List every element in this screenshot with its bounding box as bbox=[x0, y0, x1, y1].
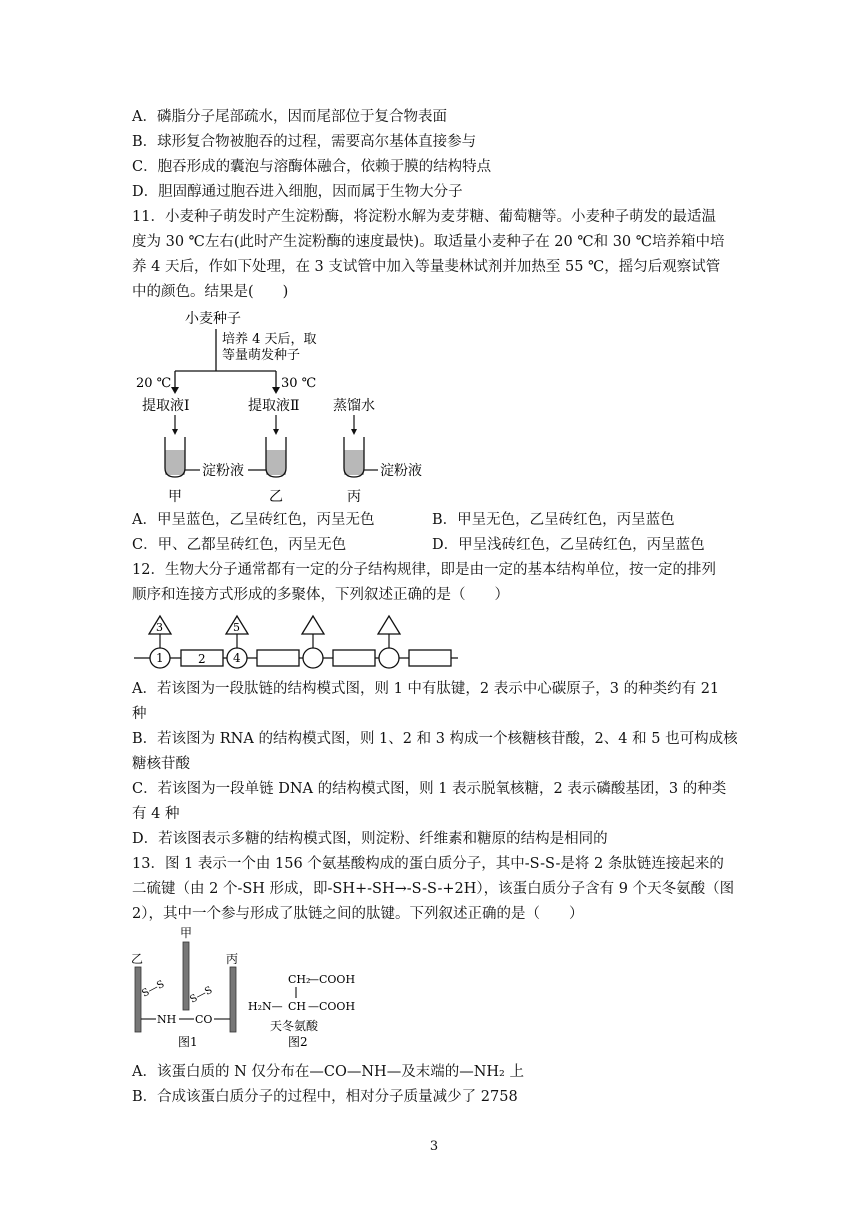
fig2-caption: 图2 bbox=[288, 1035, 308, 1049]
triangle-unit bbox=[378, 616, 400, 634]
q13-option-b: B．合成该蛋白质分子的过程中，相对分子质量减少了 2758 bbox=[132, 1089, 518, 1105]
q12-option-c: C．若该图为一段单链 DNA 的结构模式图，则 1 表示脱氧核糖，2 表示磷酸基团，3 的种类 bbox=[132, 781, 727, 797]
q11-stem-line: 度为 30 ℃左右(此时产生淀粉酶的速度最快)。取适量小麦种子在 20 ℃和 30 ℃培养箱中培 bbox=[132, 234, 725, 250]
rect-unit bbox=[409, 650, 451, 666]
water-label: 蒸馏水 bbox=[333, 398, 375, 414]
step-label-1: 培养 4 天后，取 bbox=[222, 332, 317, 347]
label-1: 1 bbox=[156, 651, 164, 665]
q11-option-c: C．甲、乙都呈砖红色，丙呈无色 bbox=[132, 537, 347, 553]
temp-20: 20 ℃ bbox=[136, 376, 172, 391]
circle-unit bbox=[379, 648, 399, 668]
tube-3-liquid bbox=[344, 450, 364, 475]
disulfide-bond-1: S—S bbox=[140, 978, 167, 1000]
label-4: 4 bbox=[233, 651, 241, 665]
q12-polymer-figure bbox=[130, 612, 470, 674]
q13-stem-line: 13．图 1 表示一个由 156 个氨基酸构成的蛋白质分子，其中-S-S-是将 2 条肽链连接起来的 bbox=[132, 856, 724, 872]
nh-label: NH bbox=[157, 1013, 177, 1026]
tube-1-label: 甲 bbox=[168, 489, 182, 505]
chain-jia-label: 甲 bbox=[180, 926, 193, 940]
aspartic-acid-name: 天冬氨酸 bbox=[270, 1019, 319, 1033]
q12-option-a: A．若该图为一段肽链的结构模式图，则 1 中有肽键，2 表示中心碳原子，3 的种类约有 21 bbox=[132, 681, 720, 697]
label-2: 2 bbox=[198, 652, 206, 666]
q10-option-c: C．胞吞形成的囊泡与溶酶体融合，依赖于膜的结构特点 bbox=[132, 159, 492, 175]
chain-yi-label: 乙 bbox=[131, 952, 144, 966]
q11-option-d: D．甲呈浅砖红色，乙呈砖红色，丙呈蓝色 bbox=[432, 537, 705, 553]
triangle-unit bbox=[302, 616, 324, 634]
q11-stem-line: 养 4 天后，作如下处理，在 3 支试管中加入等量斐林试剂并加热至 55 ℃，摇匀后观察试管 bbox=[132, 259, 721, 275]
q12-stem-line: 顺序和连接方式形成的多聚体，下列叙述正确的是（ ） bbox=[132, 587, 509, 603]
ch2-label: CH₂ bbox=[288, 973, 311, 986]
tube-2-label: 乙 bbox=[269, 489, 283, 505]
q13-stem-line: 二硫键（由 2 个-SH 形成，即-SH+-SH→-S-S-+2H），该蛋白质分子含有 9 个天冬氨酸（图 bbox=[132, 881, 735, 897]
fig1-caption: 图1 bbox=[178, 1035, 198, 1049]
q11-option-a: A．甲呈蓝色，乙呈砖红色，丙呈无色 bbox=[132, 512, 375, 528]
q12-option-a-cont: 种 bbox=[132, 706, 147, 722]
arrow-right-icon bbox=[272, 387, 280, 394]
temp-30: 30 ℃ bbox=[281, 376, 317, 391]
disulfide-bond-2: S—S bbox=[188, 984, 215, 1006]
h2n-label: H₂N— bbox=[248, 1000, 283, 1013]
cooh-2: —COOH bbox=[308, 1000, 356, 1013]
q13-option-a: A．该蛋白质的 N 仅分布在—CO—NH—及末端的—NH₂ 上 bbox=[132, 1064, 524, 1080]
q11-experiment-figure bbox=[130, 305, 450, 510]
ch-label: CH bbox=[288, 1000, 307, 1013]
q12-option-b-cont: 糖核苷酸 bbox=[132, 756, 190, 772]
label-3: 3 bbox=[156, 621, 163, 634]
rect-unit bbox=[257, 650, 299, 666]
circle-unit bbox=[303, 648, 323, 668]
q11-stem-line: 中的颜色。结果是( ) bbox=[132, 284, 289, 300]
starch-label-1: 淀粉液 bbox=[202, 463, 244, 479]
starch-label-2: 淀粉液 bbox=[380, 463, 422, 479]
chain-jia bbox=[183, 942, 189, 1010]
q13-stem-line: 2），其中一个参与形成了肽链之间的肽键。下列叙述正确的是（ ） bbox=[132, 906, 584, 922]
extract-1-label: 提取液Ⅰ bbox=[142, 398, 190, 414]
q12-stem-line: 12．生物大分子通常都有一定的分子结构规律，即是由一定的基本结构单位，按一定的排列 bbox=[132, 562, 716, 578]
drop-arrow-icon bbox=[172, 429, 178, 435]
q12-option-c-cont: 有 4 种 bbox=[132, 806, 180, 822]
q11-stem-line: 11．小麦种子萌发时产生淀粉酶，将淀粉水解为麦芽糖、葡萄糖等。小麦种子萌发的最适温 bbox=[132, 209, 716, 225]
extract-2-label: 提取液Ⅱ bbox=[248, 398, 300, 414]
tube-1-liquid bbox=[165, 450, 185, 475]
page-number: 3 bbox=[429, 1139, 439, 1154]
q12-option-b: B．若该图为 RNA 的结构模式图，则 1、2 和 3 构成一个核糖核苷酸，2、4 和 5 也可构成核 bbox=[132, 731, 738, 747]
seed-label: 小麦种子 bbox=[185, 311, 241, 327]
drop-arrow-icon bbox=[273, 429, 279, 435]
tube-2-liquid bbox=[266, 450, 286, 475]
q12-option-d: D．若该图表示多糖的结构模式图，则淀粉、纤维素和糖原的结构是相同的 bbox=[132, 831, 608, 847]
q13-protein-figure bbox=[130, 925, 390, 1055]
arrow-left-icon bbox=[171, 387, 179, 394]
rect-unit bbox=[333, 650, 375, 666]
chain-bing bbox=[230, 967, 236, 1032]
drop-arrow-icon bbox=[351, 429, 357, 435]
co-label: CO bbox=[195, 1013, 213, 1026]
q11-option-b: B．甲呈无色，乙呈砖红色，丙呈蓝色 bbox=[432, 512, 675, 528]
chain-bing-label: 丙 bbox=[226, 952, 239, 966]
step-label-2: 等量萌发种子 bbox=[222, 348, 301, 363]
q10-option-d: D．胆固醇通过胞吞进入细胞，因而属于生物大分子 bbox=[132, 184, 463, 200]
cooh-1: —COOH bbox=[308, 973, 356, 986]
label-5: 5 bbox=[233, 621, 240, 634]
chain-yi bbox=[135, 967, 141, 1032]
q10-option-b: B．球形复合物被胞吞的过程，需要高尔基体直接参与 bbox=[132, 134, 477, 150]
tube-3-label: 丙 bbox=[347, 489, 361, 505]
q10-option-a: A．磷脂分子尾部疏水，因而尾部位于复合物表面 bbox=[132, 109, 447, 125]
